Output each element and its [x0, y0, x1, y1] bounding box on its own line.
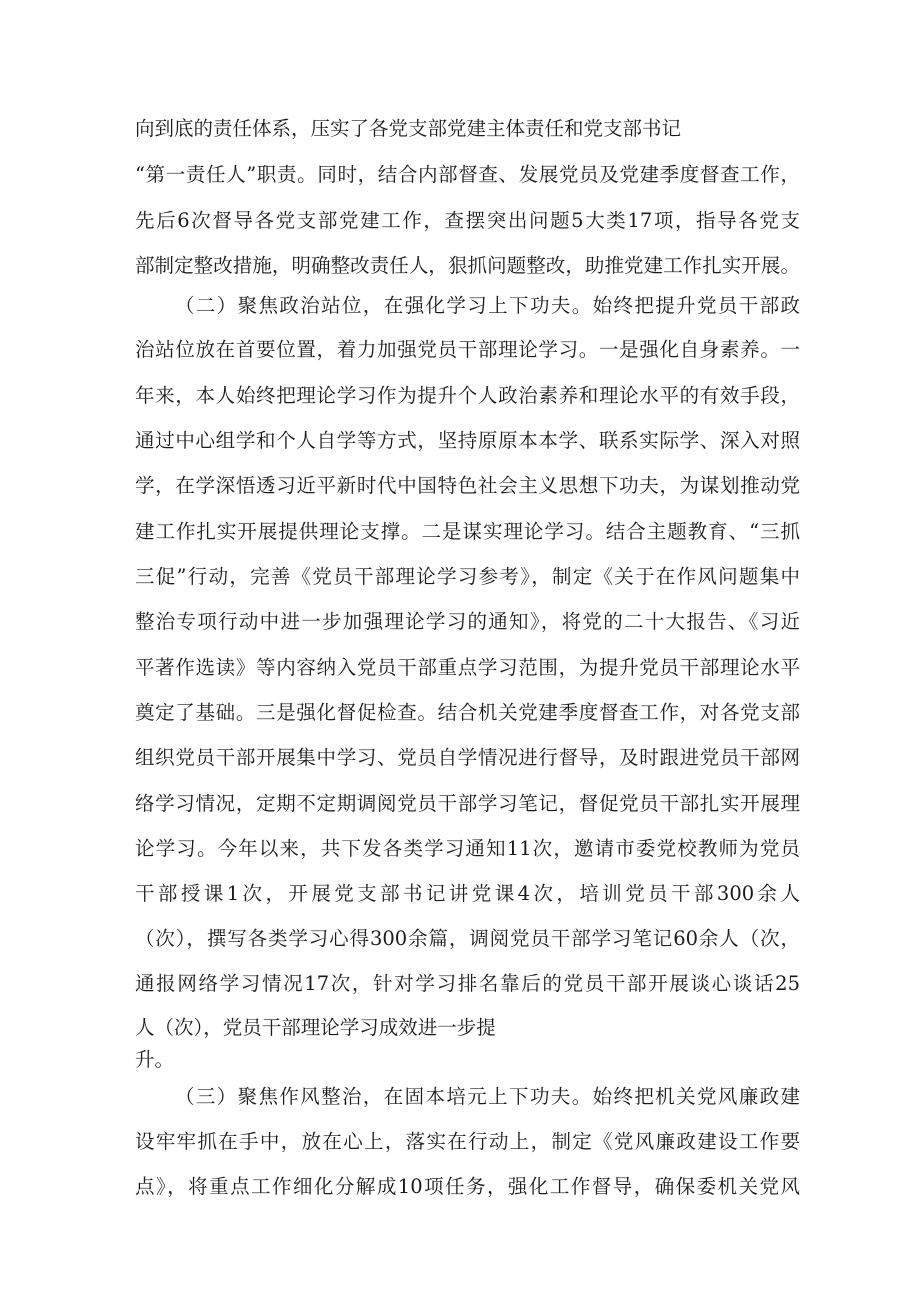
text-line: 三促”行动，完善《党员干部理论学习参考》，制定《关于在作风问题集中 [135, 565, 800, 588]
text-line: 部制定整改措施，明确整改责任人，狠抓问题整改，助推党建工作扎实开展。 [135, 254, 800, 277]
text-line: 学，在学深悟透习近平新时代中国特色社会主义思想下功夫，为谋划推动党 [135, 474, 800, 497]
text-line: 治站位放在首要位置，着力加强党员干部理论学习。一是强化自身素养。一 [135, 338, 800, 361]
paragraph-heading-line: （三）聚焦作风整治，在固本培元上下功夫。始终把机关党风廉政建 [175, 1085, 800, 1108]
text-line: 向到底的责任体系，压实了各党支部党建主体责任和党支部书记 [135, 117, 682, 140]
text-line: 先后6次督导各党支部党建工作，查摆突出问题5大类17项，指导各党支 [135, 209, 800, 232]
text-line: 干部授课1次，开展党支部书记讲党课4次，培训党员干部300余人 [135, 882, 800, 905]
paragraph-heading-line: （二）聚焦政治站位，在强化学习上下功夫。始终把提升党员干部政 [175, 294, 800, 317]
text-line: （次），撰写各类学习心得300余篇，调阅党员干部学习笔记60余人（次， [135, 927, 800, 950]
text-line: 络学习情况，定期不定期调阅党员干部学习笔记，督促党员干部扎实开展理 [135, 792, 800, 815]
text-line: “第一责任人”职责。同时，结合内部督查、发展党员及党建季度督查工作， [135, 163, 800, 186]
text-line: 整治专项行动中进一步加强理论学习的通知》，将党的二十大报告、《习近 [135, 610, 800, 633]
text-line: 平著作选读》等内容纳入党员干部重点学习范围，为提升党员干部理论水平 [135, 656, 800, 679]
text-line: 通过中心组学和个人自学等方式，坚持原原本本学、联系实际学、深入对照 [135, 429, 800, 452]
text-line: 升。 [135, 1048, 175, 1071]
text-line: 设牢牢抓在手中，放在心上，落实在行动上，制定《党风廉政建设工作要 [135, 1130, 800, 1153]
text-line: 点》，将重点工作细化分解成10项任务，强化工作督导，确保委机关党风 [135, 1175, 800, 1198]
text-line: 建工作扎实开展提供理论支撑。二是谋实理论学习。结合主题教育、“三抓 [135, 520, 800, 543]
text-line: 人（次），党员干部理论学习成效进一步提 [135, 1016, 496, 1039]
text-line: 组织党员干部开展集中学习、党员自学情况进行督导，及时跟进党员干部网 [135, 746, 800, 769]
text-line: 奠定了基础。三是强化督促检查。结合机关党建季度督查工作，对各党支部 [135, 701, 800, 724]
text-line: 通报网络学习情况17次，针对学习排名靠后的党员干部开展谈心谈话25 [135, 972, 800, 995]
text-line: 论学习。今年以来，共下发各类学习通知11次，邀请市委党校教师为党员 [135, 837, 800, 860]
text-line: 年来，本人始终把理论学习作为提升个人政治素养和理论水平的有效手段， [135, 384, 800, 407]
